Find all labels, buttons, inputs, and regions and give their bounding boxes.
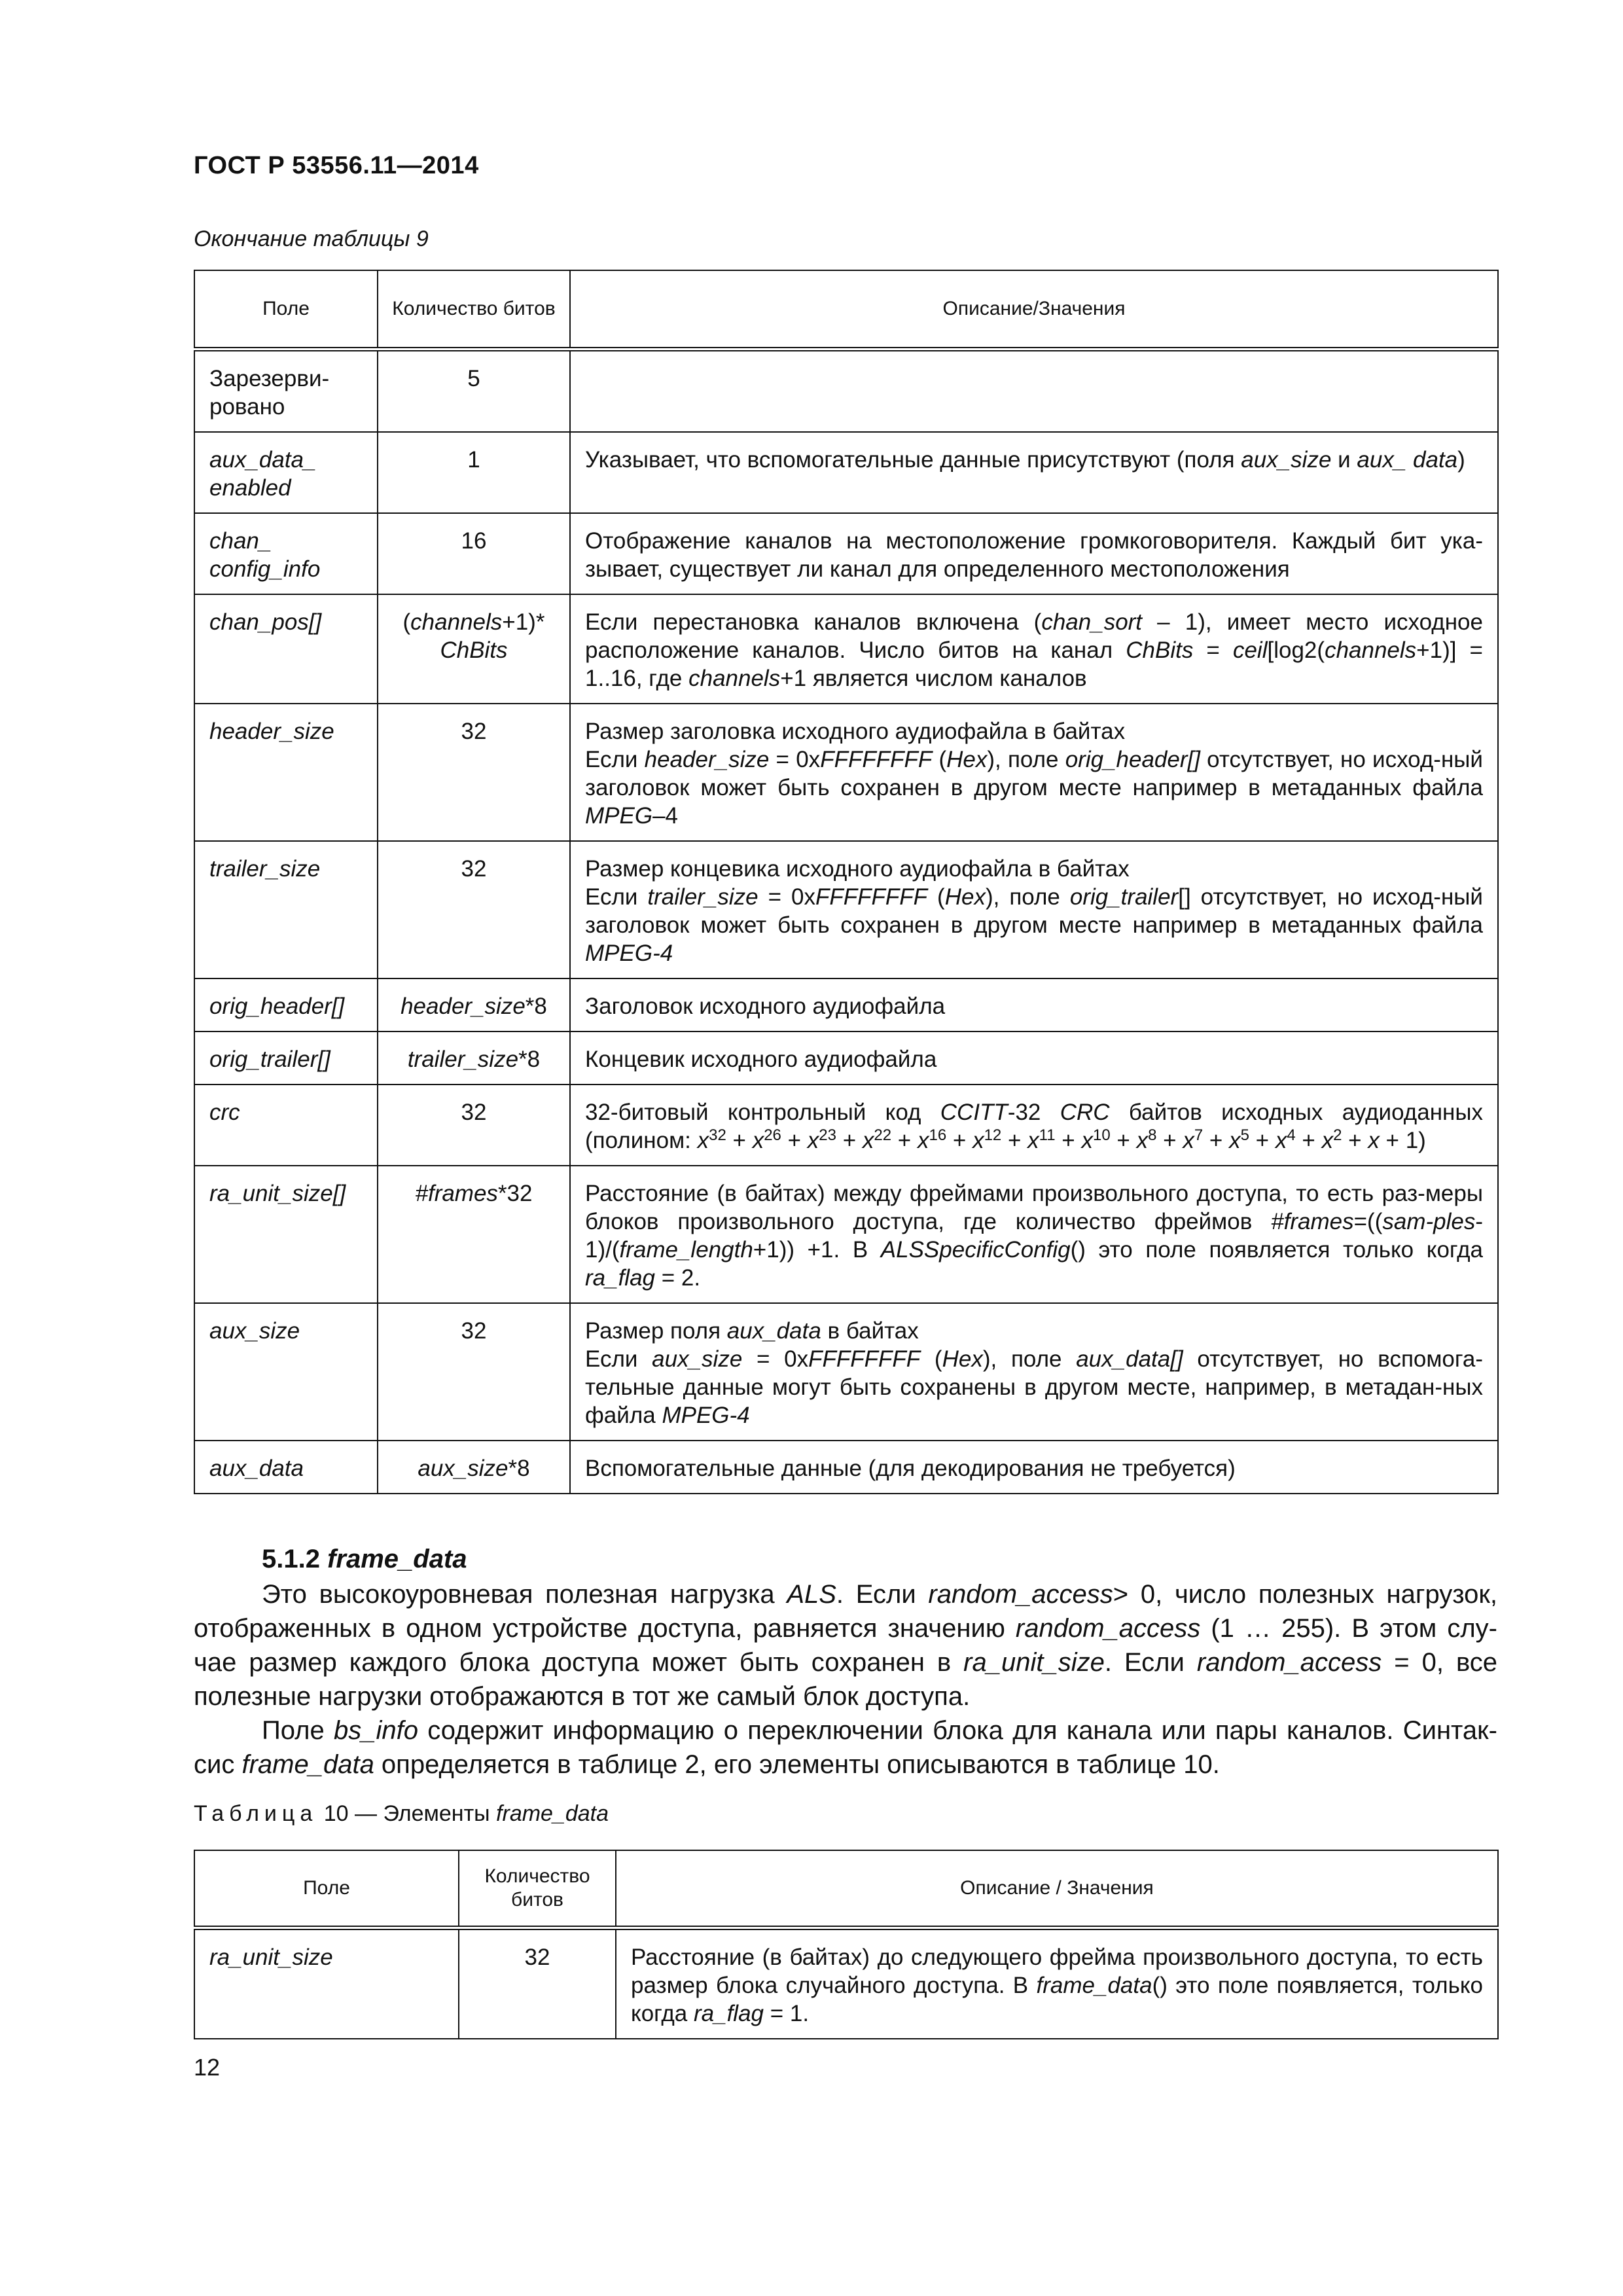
cell-field: aux_size (194, 1303, 378, 1441)
cell-bits: #frames*32 (378, 1166, 570, 1303)
cell-field: chan_ config_info (194, 513, 378, 594)
table-10 (194, 1850, 1499, 2039)
column-header-bits: Количество битов (378, 270, 570, 350)
cell-bits: 32 (378, 1085, 570, 1166)
table-10-caption: Таблица 10 — Элементы frame_data (194, 1801, 609, 1826)
cell-description: Заголовок исходного аудиофайла (570, 978, 1498, 1031)
table-10-header-row (194, 1850, 1498, 1928)
cell-description: Размер концевика исходного аудиофайла в байтах Если trailer_size = 0xFFFFFFFF (Hex), поле orig_trailer[] отсутствует, но исход-ный заголовок может быть сохранен в другом месте например в метаданных файла MPEG-4 (570, 841, 1498, 978)
cell-field: aux_data (194, 1441, 378, 1494)
column-header-description: Описание/Значения (570, 270, 1498, 350)
cell-description: Расстояние (в байтах) до следующего фрейма произвольного доступа, то есть размер блока случайного доступа. В frame_data() это поле появляется, только когда ra_flag = 1. (616, 1928, 1498, 2039)
page-number: 12 (194, 2054, 221, 2081)
table-row (194, 1031, 1498, 1085)
cell-field: orig_header[] (194, 978, 378, 1031)
cell-description: Отображение каналов на местоположение громкоговорителя. Каждый бит ука-зывает, существует ли канал для определенного местоположения (570, 513, 1498, 594)
cell-field: ra_unit_size[] (194, 1166, 378, 1303)
section-number: 5.1.2 (262, 1545, 320, 1573)
cell-field: orig_trailer[] (194, 1031, 378, 1085)
table-10-caption-label: Таблица (194, 1801, 318, 1826)
cell-description: Вспомогательные данные (для декодирования не требуется) (570, 1441, 1498, 1494)
table-row (194, 1085, 1498, 1166)
cell-description: Расстояние (в байтах) между фреймами произвольного доступа, то есть раз-меры блоков произвольного доступа, где количество фреймов #frames=((sam-ples-1)/(frame_length+1)) +1. В ALSSpecificConfig() это поле появляется только когда ra_flag = 2. (570, 1166, 1498, 1303)
table-row (194, 1928, 1498, 2039)
table-row (194, 704, 1498, 841)
column-header-field: Поле (194, 1850, 459, 1928)
cell-field: chan_pos[] (194, 594, 378, 704)
cell-description: Указывает, что вспомогательные данные присутствуют (поля aux_size и aux_ data) (570, 432, 1498, 513)
cell-bits: 16 (378, 513, 570, 594)
cell-field: ra_unit_size (194, 1928, 459, 2039)
cell-description: Концевик исходного аудиофайла (570, 1031, 1498, 1085)
cell-bits: 5 (378, 350, 570, 433)
table-row (194, 978, 1498, 1031)
section-heading (262, 1545, 467, 1574)
column-header-bits: Количество битов (459, 1850, 616, 1928)
cell-bits: 1 (378, 432, 570, 513)
cell-description: 32-битовый контрольный код CCITT-32 CRC байтов исходных аудиоданных (полином: $x^{32} + x^{26} + x^{23} + x^{22} + x^{16} + x^{12} + x^{11} + x^{10} + x^8 + x^7 + x^5 + x^4 + x^2 + x + 1$) (570, 1085, 1498, 1166)
table-row (194, 513, 1498, 594)
cell-bits: 32 (459, 1928, 616, 2039)
paragraph-1: Это высокоуровневая полезная нагрузка ALS. Если random_access> 0, число полезных нагрузок, отображенных в одном устройстве доступа, равняется значению random_access (1 … 255). В этом слу-чае размер каждого блока доступа может быть сохранен в ra_unit_size. Если random_access = 0, все полезные нагрузки отображаются в тот же самый блок доступа. (194, 1580, 1498, 1711)
column-header-field: Поле (194, 270, 378, 350)
table-row (194, 1303, 1498, 1441)
document-code-header: ГОСТ Р 53556.11—2014 (194, 152, 479, 179)
cell-field: trailer_size (194, 841, 378, 978)
table-9-continuation-caption: Окончание таблицы 9 (194, 226, 429, 251)
cell-field: crc (194, 1085, 378, 1166)
cell-description: Если перестановка каналов включена (chan_sort – 1), имеет место исходное расположение каналов. Число битов на канал ChBits = ceil[log2(channels+1)] = 1..16, где channels+1 является числом каналов (570, 594, 1498, 704)
cell-field: Зарезерви- ровано (194, 350, 378, 433)
cell-description: Размер поля aux_data в байтах Если aux_size = 0xFFFFFFFF (Hex), поле aux_data[] отсутствует, но вспомога-тельные данные могут быть сохранены в другом месте, например, в метадан-ных файла MPEG-4 (570, 1303, 1498, 1441)
cell-bits: aux_size*8 (378, 1441, 570, 1494)
cell-bits: 32 (378, 704, 570, 841)
table-row (194, 350, 1498, 433)
cell-bits: trailer_size*8 (378, 1031, 570, 1085)
table-9-header-row (194, 270, 1498, 350)
table-row (194, 841, 1498, 978)
cell-description: Размер заголовка исходного аудиофайла в байтах Если header_size = 0xFFFFFFFF (Hex), поле orig_header[] отсутствует, но исход-ный заголовок может быть сохранен в другом месте например в метаданных файла MPEG–4 (570, 704, 1498, 841)
cell-field: header_size (194, 704, 378, 841)
table-9 (194, 270, 1499, 1494)
cell-bits: 32 (378, 1303, 570, 1441)
table-row (194, 432, 1498, 513)
cell-field: aux_data_ enabled (194, 432, 378, 513)
cell-bits: (channels+1)* ChBits (378, 594, 570, 704)
table-row (194, 1166, 1498, 1303)
section-title-text: frame_data (327, 1545, 467, 1573)
cell-description (570, 350, 1498, 433)
column-header-description: Описание / Значения (616, 1850, 1498, 1928)
cell-bits: header_size*8 (378, 978, 570, 1031)
table-row (194, 594, 1498, 704)
table-row (194, 1441, 1498, 1494)
paragraph-2: Поле bs_info содержит информацию о переключении блока для канала или пары каналов. Синтак-сис frame_data определяется в таблице 2, его элементы описываются в таблице 10. (194, 1716, 1497, 1779)
cell-bits: 32 (378, 841, 570, 978)
